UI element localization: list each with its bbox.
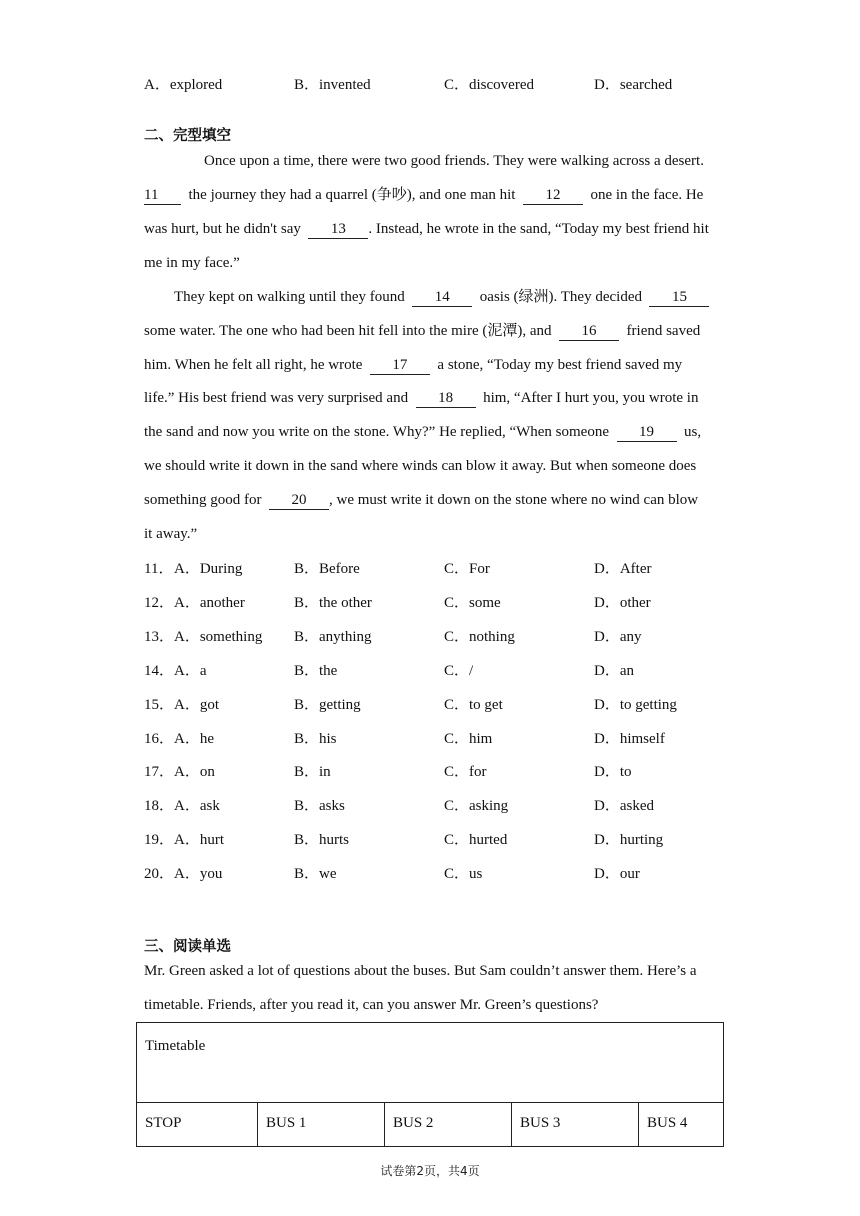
timetable-title: Timetable bbox=[137, 1023, 724, 1103]
option-b: B．invented bbox=[294, 77, 371, 93]
question-row bbox=[0, 659, 860, 683]
option-b: B．we bbox=[294, 866, 337, 883]
option-c: C．to get bbox=[444, 696, 503, 713]
blank-15: 15 bbox=[649, 289, 709, 307]
passage-text: him. When he felt all right, he wrote bbox=[144, 357, 363, 373]
passage-line bbox=[144, 219, 709, 239]
option-c: C．us bbox=[444, 866, 483, 883]
passage-text: friend saved bbox=[626, 323, 701, 339]
option-d: D．asked bbox=[594, 798, 654, 815]
option-c: C．/ bbox=[444, 662, 474, 679]
passage-line bbox=[144, 321, 700, 341]
passage-text: life.” His best friend was very surprised and bbox=[144, 390, 409, 406]
option-a: A．got bbox=[174, 696, 220, 713]
passage-text: me in my face.” bbox=[144, 255, 240, 271]
option-c: C．discovered bbox=[444, 77, 534, 93]
section-heading-cloze: 二、完型填空 bbox=[144, 128, 231, 144]
question-number: 20． bbox=[144, 866, 175, 883]
option-d: D．searched bbox=[594, 77, 673, 93]
page-footer: 试卷第2页，共4页 bbox=[380, 1164, 480, 1178]
passage-text: something good for bbox=[144, 492, 262, 508]
question-row bbox=[0, 727, 860, 751]
passage-line bbox=[144, 185, 703, 205]
option-a: A．another bbox=[174, 594, 245, 611]
question-row bbox=[0, 557, 860, 581]
blank-16: 16 bbox=[559, 323, 619, 341]
option-c: C．asking bbox=[444, 798, 509, 815]
blank-11: 11 bbox=[144, 187, 181, 205]
passage-text: Once upon a time, there were two good friends. They were walking across a desert. bbox=[204, 153, 704, 169]
question-row bbox=[0, 693, 860, 717]
option-d: D．our bbox=[594, 866, 640, 883]
option-c: C．nothing bbox=[444, 628, 515, 645]
option-c: C．for bbox=[444, 764, 487, 781]
question-row bbox=[0, 794, 860, 818]
passage-line bbox=[144, 253, 240, 273]
passage-line bbox=[144, 355, 682, 375]
passage-text: a stone, “Today my best friend saved my bbox=[437, 357, 683, 373]
timetable-header-bus: BUS 2 bbox=[385, 1103, 512, 1147]
passage-text: we should write it down in the sand where winds can blow it away. But when someone does bbox=[144, 458, 697, 474]
option-b: B．the other bbox=[294, 594, 372, 611]
passage-text: some water. The one who had been hit fell into the mire (泥潭), and bbox=[144, 323, 552, 339]
timetable-header-bus: BUS 4 bbox=[639, 1103, 724, 1147]
passage-text: oasis (绿洲). They decided bbox=[479, 289, 642, 305]
option-a: A．you bbox=[174, 866, 223, 883]
question-number: 15． bbox=[144, 696, 175, 713]
option-b: B．Before bbox=[294, 561, 360, 577]
timetable-header-bus: BUS 1 bbox=[258, 1103, 385, 1147]
option-a: A．something bbox=[174, 628, 263, 645]
option-d: D．himself bbox=[594, 730, 665, 747]
timetable-header-stop: STOP bbox=[137, 1103, 258, 1147]
passage-text: us, bbox=[684, 424, 702, 440]
passage-text: . Instead, he wrote in the sand, “Today my best friend hit bbox=[368, 221, 709, 237]
option-d: D．After bbox=[594, 561, 652, 577]
option-d: D．hurting bbox=[594, 832, 664, 849]
question-number: 13． bbox=[144, 628, 175, 645]
blank-19: 19 bbox=[617, 424, 677, 442]
passage-line bbox=[144, 490, 698, 510]
option-b: B．his bbox=[294, 730, 337, 747]
passage-line bbox=[174, 287, 709, 307]
option-d: D．to getting bbox=[594, 696, 677, 713]
question-number: 19． bbox=[144, 832, 175, 849]
passage-text: it away.” bbox=[144, 526, 198, 542]
option-b: B．getting bbox=[294, 696, 361, 713]
option-a: A．on bbox=[174, 764, 215, 781]
passage-text: , we must write it down on the stone where no wind can blow bbox=[329, 492, 699, 508]
question-row bbox=[0, 591, 860, 615]
question-row bbox=[0, 862, 860, 886]
passage-text: the journey they had a quarrel (争吵), and one man hit bbox=[188, 187, 516, 203]
question-number: 12． bbox=[144, 594, 175, 611]
question-number: 14． bbox=[144, 662, 175, 679]
blank-20: 20 bbox=[269, 492, 329, 510]
passage-text: was hurt, but he didn't say bbox=[144, 221, 301, 237]
option-d: D．to bbox=[594, 764, 632, 781]
option-a: A．hurt bbox=[174, 832, 224, 849]
option-d: D．any bbox=[594, 628, 642, 645]
blank-12: 12 bbox=[523, 187, 583, 205]
passage-text: one in the face. He bbox=[590, 187, 704, 203]
option-d: D．other bbox=[594, 594, 651, 611]
blank-18: 18 bbox=[416, 390, 476, 408]
passage-line bbox=[144, 524, 197, 544]
blank-13: 13 bbox=[308, 221, 368, 239]
passage-text: the sand and now you write on the stone. Why?” He replied, “When someone bbox=[144, 424, 609, 440]
question-number: 18． bbox=[144, 798, 175, 815]
passage-line bbox=[144, 456, 696, 476]
option-c: C．him bbox=[444, 730, 493, 747]
reading-intro-line: Mr. Green asked a lot of questions about the buses. But Sam couldn’t answer them. Here’s a bbox=[144, 963, 697, 979]
option-d: D．an bbox=[594, 662, 634, 679]
option-c: C．hurted bbox=[444, 832, 508, 849]
blank-14: 14 bbox=[412, 289, 472, 307]
question-number: 16． bbox=[144, 730, 175, 747]
question-row bbox=[0, 625, 860, 649]
timetable bbox=[136, 1022, 724, 1147]
option-b: B．the bbox=[294, 662, 338, 679]
passage-text: him, “After I hurt you, you wrote in bbox=[483, 390, 699, 406]
option-a: A．ask bbox=[174, 798, 220, 815]
question-number: 17． bbox=[144, 764, 175, 781]
option-b: B．anything bbox=[294, 628, 372, 645]
passage-line bbox=[144, 388, 698, 408]
option-c: C．For bbox=[444, 561, 490, 577]
option-b: B．in bbox=[294, 764, 331, 781]
passage-line bbox=[204, 151, 704, 171]
option-a: A．During bbox=[174, 561, 243, 577]
option-a: A．a bbox=[174, 662, 207, 679]
option-a: A．he bbox=[174, 730, 214, 747]
question-row bbox=[0, 760, 860, 784]
section-heading-reading: 三、阅读单选 bbox=[144, 939, 231, 955]
option-a: A．explored bbox=[144, 77, 223, 93]
passage-line bbox=[144, 422, 701, 442]
option-c: C．some bbox=[444, 594, 501, 611]
option-b: B．asks bbox=[294, 798, 345, 815]
option-b: B．hurts bbox=[294, 832, 350, 849]
blank-17: 17 bbox=[370, 357, 430, 375]
timetable-header-bus: BUS 3 bbox=[512, 1103, 639, 1147]
question-number: 11． bbox=[144, 561, 174, 577]
passage-text: They kept on walking until they found bbox=[174, 289, 405, 305]
reading-intro-line: timetable. Friends, after you read it, can you answer Mr. Green’s questions? bbox=[144, 997, 599, 1013]
question-row bbox=[0, 828, 860, 852]
options-row-top bbox=[0, 73, 860, 97]
